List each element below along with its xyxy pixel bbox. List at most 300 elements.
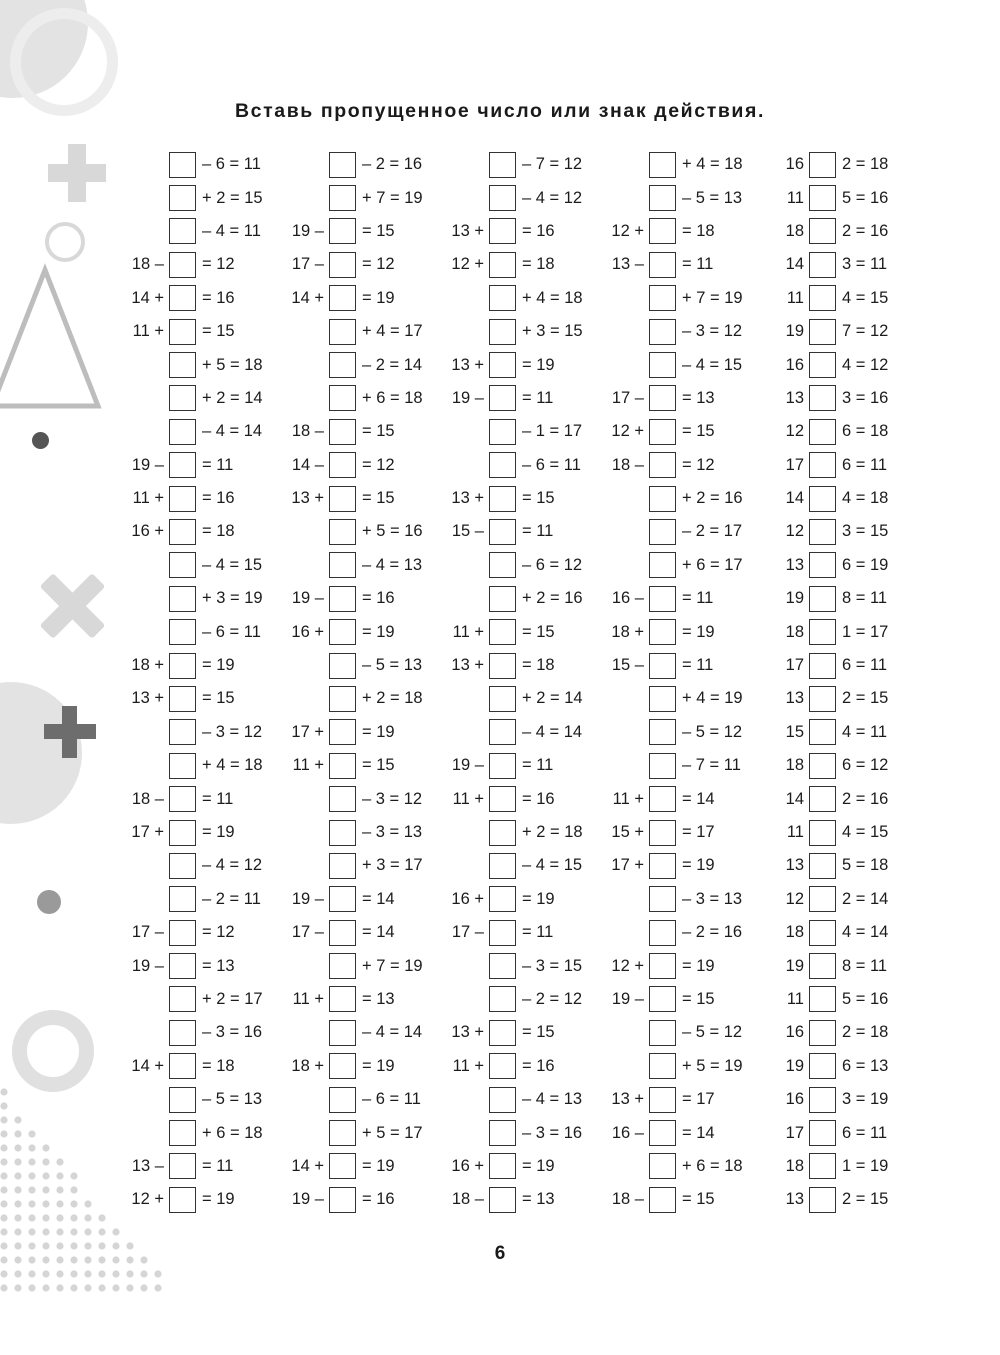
answer-box[interactable] bbox=[649, 1053, 676, 1079]
exercise-row bbox=[448, 916, 608, 949]
exercise-row bbox=[768, 849, 928, 882]
expression-left: 12 + bbox=[131, 1190, 164, 1209]
answer-box[interactable] bbox=[489, 252, 516, 278]
expression-left: 12 bbox=[785, 889, 804, 908]
answer-box[interactable] bbox=[489, 285, 516, 311]
expression-left: 16 + bbox=[131, 522, 164, 541]
exercise-row bbox=[768, 749, 928, 782]
expression-right: 8 = 11 bbox=[842, 589, 888, 608]
answer-box[interactable] bbox=[329, 686, 356, 712]
exercise-column bbox=[288, 148, 448, 1217]
answer-box[interactable] bbox=[809, 218, 836, 244]
exercise-row bbox=[448, 649, 608, 682]
answer-box[interactable] bbox=[809, 753, 836, 779]
answer-box[interactable] bbox=[809, 653, 836, 679]
exercise-row bbox=[768, 649, 928, 682]
answer-box[interactable] bbox=[489, 218, 516, 244]
expression-right: = 15 bbox=[362, 422, 395, 441]
expression-right: 2 = 15 bbox=[842, 689, 889, 708]
answer-box[interactable] bbox=[489, 619, 516, 645]
expression-right: 4 = 15 bbox=[842, 288, 889, 307]
expression-left: 18 + bbox=[131, 656, 164, 675]
answer-box[interactable] bbox=[329, 285, 356, 311]
expression-right: – 5 = 12 bbox=[682, 722, 743, 741]
answer-box[interactable] bbox=[809, 452, 836, 478]
circle-large-gray-icon bbox=[0, 0, 88, 98]
exercise-row bbox=[448, 181, 608, 214]
expression-left: 18 + bbox=[611, 622, 644, 641]
answer-box[interactable] bbox=[169, 719, 196, 745]
answer-box[interactable] bbox=[329, 719, 356, 745]
answer-box[interactable] bbox=[489, 1120, 516, 1146]
exercise-row bbox=[448, 1116, 608, 1149]
exercise-row bbox=[768, 549, 928, 582]
answer-box[interactable] bbox=[169, 185, 196, 211]
answer-box[interactable] bbox=[649, 352, 676, 378]
exercise-row bbox=[128, 181, 288, 214]
exercise-row bbox=[448, 315, 608, 348]
answer-box[interactable] bbox=[329, 385, 356, 411]
exercise-row bbox=[128, 883, 288, 916]
answer-box[interactable] bbox=[649, 552, 676, 578]
answer-box[interactable] bbox=[809, 1187, 836, 1213]
answer-box[interactable] bbox=[809, 185, 836, 211]
exercise-row bbox=[768, 983, 928, 1016]
answer-box[interactable] bbox=[649, 185, 676, 211]
exercise-row bbox=[288, 649, 448, 682]
answer-box[interactable] bbox=[169, 920, 196, 946]
expression-right: 5 = 16 bbox=[842, 188, 889, 207]
expression-right: + 7 = 19 bbox=[682, 288, 743, 307]
exercise-row bbox=[288, 983, 448, 1016]
answer-box[interactable] bbox=[169, 319, 196, 345]
answer-box[interactable] bbox=[329, 552, 356, 578]
answer-box[interactable] bbox=[169, 252, 196, 278]
answer-box[interactable] bbox=[329, 986, 356, 1012]
answer-box[interactable] bbox=[169, 886, 196, 912]
answer-box[interactable] bbox=[809, 419, 836, 445]
answer-box[interactable] bbox=[809, 285, 836, 311]
answer-box[interactable] bbox=[809, 552, 836, 578]
exercise-row bbox=[448, 983, 608, 1016]
expression-right: = 18 bbox=[522, 656, 555, 675]
answer-box[interactable] bbox=[809, 586, 836, 612]
answer-box[interactable] bbox=[169, 1087, 196, 1113]
exercise-row bbox=[128, 1183, 288, 1216]
answer-box[interactable] bbox=[649, 1120, 676, 1146]
expression-left: 11 + bbox=[132, 489, 164, 508]
answer-box[interactable] bbox=[809, 1020, 836, 1046]
exercise-row bbox=[288, 949, 448, 982]
answer-box[interactable] bbox=[809, 853, 836, 879]
answer-box[interactable] bbox=[489, 786, 516, 812]
exercise-row bbox=[768, 949, 928, 982]
answer-box[interactable] bbox=[809, 1153, 836, 1179]
answer-box[interactable] bbox=[809, 319, 836, 345]
answer-box[interactable] bbox=[169, 853, 196, 879]
expression-right: 6 = 13 bbox=[842, 1056, 889, 1075]
exercise-row bbox=[288, 1083, 448, 1116]
expression-left: 19 – bbox=[131, 455, 164, 474]
expression-right: + 3 = 17 bbox=[362, 856, 423, 875]
expression-right: = 19 bbox=[682, 622, 715, 641]
answer-box[interactable] bbox=[169, 419, 196, 445]
expression-right: 4 = 15 bbox=[842, 823, 889, 841]
expression-left: 12 + bbox=[451, 255, 484, 274]
answer-box[interactable] bbox=[489, 1187, 516, 1213]
expression-left: 19 – bbox=[291, 1190, 324, 1209]
answer-box[interactable] bbox=[169, 953, 196, 979]
expression-right: 4 = 12 bbox=[842, 355, 889, 374]
answer-box[interactable] bbox=[169, 986, 196, 1012]
answer-box[interactable] bbox=[649, 853, 676, 879]
expression-left: 15 + bbox=[611, 823, 644, 841]
answer-box[interactable] bbox=[809, 619, 836, 645]
answer-box[interactable] bbox=[489, 552, 516, 578]
answer-box[interactable] bbox=[169, 786, 196, 812]
answer-box[interactable] bbox=[329, 653, 356, 679]
answer-box[interactable] bbox=[649, 152, 676, 178]
answer-box[interactable] bbox=[649, 886, 676, 912]
exercise-row bbox=[128, 248, 288, 281]
exercise-row bbox=[288, 582, 448, 615]
expression-right: – 2 = 16 bbox=[682, 923, 743, 942]
exercise-row bbox=[128, 1116, 288, 1149]
exercise-row bbox=[128, 983, 288, 1016]
exercise-row bbox=[288, 549, 448, 582]
exercise-row bbox=[448, 782, 608, 815]
expression-right: = 13 bbox=[522, 1190, 555, 1209]
answer-box[interactable] bbox=[489, 1053, 516, 1079]
answer-box[interactable] bbox=[329, 619, 356, 645]
expression-right: = 15 bbox=[362, 756, 395, 775]
exercise-row bbox=[448, 949, 608, 982]
answer-box[interactable] bbox=[489, 586, 516, 612]
expression-left: 13 bbox=[785, 388, 804, 407]
answer-box[interactable] bbox=[489, 152, 516, 178]
answer-box[interactable] bbox=[489, 519, 516, 545]
expression-right: 6 = 11 bbox=[842, 1123, 888, 1142]
expression-right: = 16 bbox=[522, 1056, 555, 1075]
exercise-row bbox=[608, 1016, 768, 1049]
exercise-row bbox=[288, 181, 448, 214]
exercise-row bbox=[768, 181, 928, 214]
exercise-row bbox=[608, 883, 768, 916]
expression-right: – 4 = 13 bbox=[362, 555, 423, 574]
expression-right: = 11 bbox=[202, 1156, 234, 1175]
answer-box[interactable] bbox=[649, 452, 676, 478]
expression-right: + 4 = 19 bbox=[682, 689, 743, 708]
exercise-row bbox=[768, 883, 928, 916]
answer-box[interactable] bbox=[649, 1153, 676, 1179]
answer-box[interactable] bbox=[329, 352, 356, 378]
answer-box[interactable] bbox=[489, 920, 516, 946]
expression-right: = 18 bbox=[682, 221, 715, 240]
expression-right: = 12 bbox=[202, 255, 235, 274]
answer-box[interactable] bbox=[489, 486, 516, 512]
answer-box[interactable] bbox=[329, 586, 356, 612]
answer-box[interactable] bbox=[649, 686, 676, 712]
triangle-outline-gray-icon bbox=[0, 262, 106, 414]
exercise-row bbox=[608, 382, 768, 415]
answer-box[interactable] bbox=[169, 1053, 196, 1079]
exercise-row bbox=[768, 282, 928, 315]
answer-box[interactable] bbox=[809, 385, 836, 411]
answer-box[interactable] bbox=[649, 319, 676, 345]
exercise-row bbox=[608, 949, 768, 982]
answer-box[interactable] bbox=[489, 719, 516, 745]
answer-box[interactable] bbox=[329, 886, 356, 912]
exercise-row bbox=[608, 782, 768, 815]
answer-box[interactable] bbox=[329, 1020, 356, 1046]
answer-box[interactable] bbox=[489, 886, 516, 912]
expression-right: – 4 = 15 bbox=[522, 856, 583, 875]
exercise-row bbox=[448, 515, 608, 548]
answer-box[interactable] bbox=[169, 619, 196, 645]
answer-box[interactable] bbox=[649, 419, 676, 445]
exercise-row bbox=[608, 1050, 768, 1083]
expression-right: = 18 bbox=[202, 522, 235, 541]
answer-box[interactable] bbox=[329, 218, 356, 244]
answer-box[interactable] bbox=[809, 152, 836, 178]
exercise-row bbox=[608, 415, 768, 448]
expression-right: 3 = 19 bbox=[842, 1090, 889, 1109]
answer-box[interactable] bbox=[489, 686, 516, 712]
answer-box[interactable] bbox=[649, 920, 676, 946]
expression-right: = 17 bbox=[682, 1090, 715, 1109]
expression-left: 19 – bbox=[451, 388, 484, 407]
answer-box[interactable] bbox=[169, 1187, 196, 1213]
answer-box[interactable] bbox=[649, 820, 676, 846]
exercise-row bbox=[128, 282, 288, 315]
answer-box[interactable] bbox=[809, 820, 836, 846]
answer-box[interactable] bbox=[169, 1020, 196, 1046]
answer-box[interactable] bbox=[169, 686, 196, 712]
answer-box[interactable] bbox=[169, 285, 196, 311]
circle-medium-gray-icon bbox=[0, 682, 82, 824]
exercise-row bbox=[768, 916, 928, 949]
exercise-row bbox=[608, 649, 768, 682]
exercise-row bbox=[768, 248, 928, 281]
answer-box[interactable] bbox=[489, 986, 516, 1012]
answer-box[interactable] bbox=[169, 519, 196, 545]
exercise-row bbox=[288, 449, 448, 482]
answer-box[interactable] bbox=[489, 853, 516, 879]
answer-box[interactable] bbox=[649, 252, 676, 278]
expression-right: = 15 bbox=[202, 322, 235, 341]
expression-left: 14 + bbox=[291, 288, 324, 307]
answer-box[interactable] bbox=[489, 753, 516, 779]
answer-box[interactable] bbox=[809, 1053, 836, 1079]
answer-box[interactable] bbox=[169, 753, 196, 779]
expression-right: 7 = 12 bbox=[842, 322, 889, 341]
exercise-row bbox=[608, 916, 768, 949]
exercise-row bbox=[128, 782, 288, 815]
expression-left: 17 – bbox=[611, 388, 644, 407]
answer-box[interactable] bbox=[489, 352, 516, 378]
answer-box[interactable] bbox=[489, 385, 516, 411]
x-cross-gray-icon bbox=[38, 572, 106, 640]
exercise-row bbox=[288, 1150, 448, 1183]
expression-left: 13 – bbox=[611, 255, 644, 274]
expression-right: 1 = 19 bbox=[842, 1156, 889, 1175]
exercise-row bbox=[608, 1083, 768, 1116]
answer-box[interactable] bbox=[809, 519, 836, 545]
answer-box[interactable] bbox=[809, 252, 836, 278]
answer-box[interactable] bbox=[329, 820, 356, 846]
plus-sign-dark-icon bbox=[44, 706, 96, 758]
answer-box[interactable] bbox=[649, 786, 676, 812]
exercise-column bbox=[448, 148, 608, 1217]
answer-box[interactable] bbox=[809, 1087, 836, 1113]
expression-right: – 4 = 15 bbox=[682, 355, 743, 374]
expression-right: + 2 = 17 bbox=[202, 989, 263, 1008]
answer-box[interactable] bbox=[489, 319, 516, 345]
expression-right: = 13 bbox=[202, 956, 235, 975]
answer-box[interactable] bbox=[169, 486, 196, 512]
answer-box[interactable] bbox=[329, 252, 356, 278]
expression-right: – 3 = 16 bbox=[202, 1023, 263, 1042]
expression-right: = 19 bbox=[202, 656, 235, 675]
answer-box[interactable] bbox=[809, 486, 836, 512]
expression-right: = 15 bbox=[362, 489, 395, 508]
answer-box[interactable] bbox=[329, 1120, 356, 1146]
answer-box[interactable] bbox=[649, 486, 676, 512]
expression-right: = 15 bbox=[682, 1190, 715, 1209]
expression-right: – 4 = 11 bbox=[202, 221, 261, 240]
expression-right: = 19 bbox=[682, 956, 715, 975]
answer-box[interactable] bbox=[809, 352, 836, 378]
exercise-row bbox=[448, 482, 608, 515]
answer-box[interactable] bbox=[169, 552, 196, 578]
answer-box[interactable] bbox=[809, 953, 836, 979]
expression-left: 19 – bbox=[451, 756, 484, 775]
answer-box[interactable] bbox=[169, 586, 196, 612]
answer-box[interactable] bbox=[649, 1087, 676, 1113]
answer-box[interactable] bbox=[649, 285, 676, 311]
answer-box[interactable] bbox=[329, 185, 356, 211]
expression-right: = 11 bbox=[522, 923, 554, 942]
answer-box[interactable] bbox=[809, 886, 836, 912]
expression-left: 13 + bbox=[451, 656, 484, 675]
expression-left: 17 – bbox=[291, 255, 324, 274]
answer-box[interactable] bbox=[169, 152, 196, 178]
answer-box[interactable] bbox=[809, 686, 836, 712]
exercise-row bbox=[128, 482, 288, 515]
answer-box[interactable] bbox=[169, 653, 196, 679]
answer-box[interactable] bbox=[649, 953, 676, 979]
answer-box[interactable] bbox=[489, 1087, 516, 1113]
expression-right: 8 = 11 bbox=[842, 956, 888, 975]
expression-left: 13 – bbox=[131, 1156, 164, 1175]
answer-box[interactable] bbox=[489, 1153, 516, 1179]
answer-box[interactable] bbox=[489, 653, 516, 679]
expression-right: – 6 = 11 bbox=[362, 1090, 421, 1109]
answer-box[interactable] bbox=[649, 719, 676, 745]
exercise-row bbox=[128, 1150, 288, 1183]
answer-box[interactable] bbox=[489, 1020, 516, 1046]
answer-box[interactable] bbox=[169, 820, 196, 846]
answer-box[interactable] bbox=[649, 586, 676, 612]
answer-box[interactable] bbox=[169, 352, 196, 378]
answer-box[interactable] bbox=[649, 385, 676, 411]
answer-box[interactable] bbox=[169, 1153, 196, 1179]
answer-box[interactable] bbox=[329, 519, 356, 545]
answer-box[interactable] bbox=[329, 486, 356, 512]
expression-right: = 12 bbox=[362, 255, 395, 274]
answer-box[interactable] bbox=[649, 1187, 676, 1213]
answer-box[interactable] bbox=[329, 753, 356, 779]
exercise-row bbox=[448, 248, 608, 281]
answer-box[interactable] bbox=[809, 1120, 836, 1146]
answer-box[interactable] bbox=[329, 853, 356, 879]
answer-box[interactable] bbox=[649, 753, 676, 779]
answer-box[interactable] bbox=[329, 1187, 356, 1213]
expression-left: 13 + bbox=[451, 489, 484, 508]
answer-box[interactable] bbox=[489, 419, 516, 445]
exercise-row bbox=[768, 449, 928, 482]
exercise-row bbox=[608, 181, 768, 214]
answer-box[interactable] bbox=[649, 619, 676, 645]
answer-box[interactable] bbox=[329, 953, 356, 979]
answer-box[interactable] bbox=[329, 1053, 356, 1079]
answer-box[interactable] bbox=[169, 452, 196, 478]
answer-box[interactable] bbox=[649, 653, 676, 679]
exercise-row bbox=[608, 1183, 768, 1216]
expression-left: 17 bbox=[785, 1123, 804, 1142]
answer-box[interactable] bbox=[489, 185, 516, 211]
answer-box[interactable] bbox=[809, 786, 836, 812]
expression-right: + 2 = 16 bbox=[682, 489, 743, 508]
answer-box[interactable] bbox=[169, 385, 196, 411]
answer-box[interactable] bbox=[329, 1087, 356, 1113]
exercise-row bbox=[768, 415, 928, 448]
answer-box[interactable] bbox=[169, 218, 196, 244]
expression-left: 11 + bbox=[292, 989, 324, 1008]
answer-box[interactable] bbox=[329, 152, 356, 178]
answer-box[interactable] bbox=[329, 786, 356, 812]
exercise-row bbox=[128, 215, 288, 248]
expression-right: = 12 bbox=[362, 455, 395, 474]
answer-box[interactable] bbox=[649, 1020, 676, 1046]
expression-left: 18 – bbox=[131, 789, 164, 808]
expression-left: 18 bbox=[785, 1156, 804, 1175]
expression-left: 14 – bbox=[291, 455, 324, 474]
answer-box[interactable] bbox=[809, 920, 836, 946]
expression-right: = 11 bbox=[682, 656, 714, 675]
answer-box[interactable] bbox=[649, 986, 676, 1012]
answer-box[interactable] bbox=[489, 820, 516, 846]
answer-box[interactable] bbox=[329, 920, 356, 946]
answer-box[interactable] bbox=[329, 419, 356, 445]
exercise-row bbox=[288, 916, 448, 949]
answer-box[interactable] bbox=[329, 1153, 356, 1179]
answer-box[interactable] bbox=[329, 319, 356, 345]
expression-right: = 19 bbox=[362, 722, 395, 741]
answer-box[interactable] bbox=[489, 452, 516, 478]
answer-box[interactable] bbox=[809, 719, 836, 745]
answer-box[interactable] bbox=[489, 953, 516, 979]
answer-box[interactable] bbox=[809, 986, 836, 1012]
exercise-row bbox=[128, 582, 288, 615]
expression-left: 18 – bbox=[451, 1190, 484, 1209]
answer-box[interactable] bbox=[329, 452, 356, 478]
expression-left: 16 bbox=[785, 1023, 804, 1042]
answer-box[interactable] bbox=[649, 218, 676, 244]
answer-box[interactable] bbox=[169, 1120, 196, 1146]
donut-ring-gray-icon bbox=[12, 1010, 94, 1092]
answer-box[interactable] bbox=[649, 519, 676, 545]
